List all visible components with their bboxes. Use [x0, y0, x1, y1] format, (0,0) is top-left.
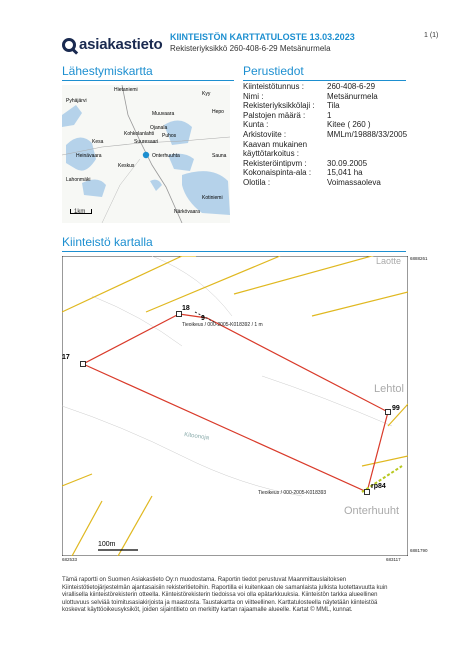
property-map	[62, 256, 408, 556]
info-label: Kaavan mukainen	[243, 139, 308, 149]
document-subtitle: Rekisteriyksikkö 260-408-6-29 Metsänurmela	[170, 44, 331, 53]
property-map-heading: Kiinteistö kartalla	[62, 235, 153, 249]
svg-text:Ojanala: Ojanala	[150, 125, 168, 131]
svg-text:Hietaniemi: Hietaniemi	[114, 87, 138, 93]
info-label: Olotila :	[243, 177, 271, 187]
coord-bottom-left: 682533	[62, 557, 78, 562]
info-label: Nimi :	[243, 91, 264, 101]
info-value	[327, 149, 407, 159]
info-row	[243, 159, 407, 169]
point-18-label: 18	[182, 305, 190, 312]
info-value: Voimassaoleva	[327, 177, 381, 187]
info-label: Palstojen määrä :	[243, 110, 306, 120]
info-value: Tila	[327, 101, 340, 111]
info-row	[243, 149, 407, 159]
coord-top-right: 6888261	[410, 256, 428, 261]
basic-info-table	[243, 82, 407, 188]
info-value: Metsänurmela	[327, 91, 378, 101]
place-label-onter: Onterhuuht	[344, 505, 400, 517]
overview-map-svg	[62, 85, 230, 223]
svg-text:Kohkolanlahti: Kohkolanlahti	[124, 131, 155, 137]
overview-map	[62, 85, 230, 223]
overview-scale-label: 1km	[74, 209, 86, 215]
point-rp84-label: rp84	[371, 483, 386, 490]
point-99-label: 99	[392, 405, 400, 412]
info-value: 30.09.2005	[327, 158, 368, 168]
info-label: Kiinteistötunnus :	[243, 82, 304, 91]
basic-info-heading: Perustiedot	[243, 64, 304, 78]
svg-text:Kesa: Kesa	[92, 139, 104, 145]
info-value: 1	[327, 110, 332, 120]
svg-text:Närkövaara: Närkövaara	[174, 209, 200, 215]
info-label: Rekisteriyksikkölaji :	[243, 101, 315, 111]
svg-text:Hepo: Hepo	[212, 109, 224, 115]
road-right-label-1: Tieoikeus / 000-2005-K018392 / 1 m	[182, 322, 263, 328]
page-number: 1 (1)	[424, 32, 439, 39]
stream-label: Kitoonoja	[183, 432, 210, 442]
road-right-label-2: Tieoikeus / 000-2005-K018393	[258, 490, 327, 496]
place-label-top: Laotte	[376, 256, 402, 266]
point-9-label: 9	[201, 315, 205, 322]
map-scale-label: 100m	[98, 541, 116, 548]
svg-text:Kyy: Kyy	[202, 91, 211, 97]
logo-text: asiakastieto	[79, 36, 163, 53]
info-value: 15,041 ha	[327, 168, 363, 178]
property-map-svg	[62, 256, 408, 556]
info-row	[243, 82, 407, 92]
svg-text:Muuvaara: Muuvaara	[152, 111, 175, 117]
property-map-rule	[62, 251, 406, 252]
info-row	[243, 178, 407, 188]
svg-text:Heinävaara: Heinävaara	[76, 153, 102, 159]
document-title: KIINTEISTÖN KARTTATULOSTE 13.03.2023	[170, 32, 355, 42]
svg-text:Keskus: Keskus	[118, 163, 135, 169]
svg-text:Kotiniemi: Kotiniemi	[202, 195, 223, 201]
point-17-label: 17	[62, 354, 70, 361]
info-row	[243, 130, 407, 140]
info-row	[243, 140, 407, 150]
svg-text:Sauna: Sauna	[212, 153, 227, 159]
asiakastieto-logo	[62, 36, 162, 53]
info-label: käyttötarkoitus :	[243, 149, 300, 159]
info-label: Arkistoviite :	[243, 129, 287, 139]
info-value: MMLm/19888/33/2005	[327, 129, 408, 139]
overview-map-heading: Lähestymiskartta	[62, 64, 153, 78]
info-row	[243, 168, 407, 178]
info-value	[327, 140, 407, 150]
svg-text:Lahonmäki: Lahonmäki	[66, 177, 91, 183]
logo-magnifier-icon	[62, 38, 76, 52]
coord-bottom-middle: 683117	[386, 557, 401, 562]
basic-info-rule	[243, 80, 406, 81]
info-row	[243, 92, 407, 102]
svg-text:Onterhuuhta: Onterhuuhta	[152, 153, 180, 159]
info-value: Kitee ( 260 )	[327, 120, 371, 130]
info-value: 260-408-6-29	[327, 82, 376, 91]
coord-bottom-right: 6881790	[410, 548, 428, 553]
info-label: Kunta :	[243, 120, 269, 130]
disclaimer-text: Tämä raportti on Suomen Asiakastieto Oy:n muodostama. Raportin tiedot perustuvat Maanmittauslaitoksen Kiinteistötietojärjestelmän ajantasaisiin rekisteritietoihin. Raportilla ei kuitenkaan ole samanlaista julkista luotettavuutta kuin virallisella kiinteistörekisterin otteella. Kiinteistörekisterin tiedoissa voi olla epätarkkuuksia. Kiinteistön tarkka alueellinen ulottuvuus selviää toimitusasiakirjoista ja maastosta. Taustakartta on viitteellinen. Karttatulosteella näytetään kiinteistöä koskevat käyttöoikeusyksiköt, joiden sijaintitieto on merkitty kartan rajaamalle alueelle. Kartat © MML, kunnat.	[62, 577, 388, 614]
info-label: Kokonaispinta-ala :	[243, 168, 312, 178]
place-label-lehto: Lehtol	[374, 383, 404, 395]
info-label: Rekisteröintipvm :	[243, 158, 307, 168]
info-row	[243, 111, 407, 121]
info-row	[243, 101, 407, 111]
info-row	[243, 120, 407, 130]
svg-text:Pyhäjärvi: Pyhäjärvi	[66, 98, 87, 104]
svg-text:Suuresaari: Suuresaari	[134, 139, 159, 145]
svg-text:Puhos: Puhos	[162, 133, 177, 139]
overview-map-rule	[62, 80, 234, 81]
